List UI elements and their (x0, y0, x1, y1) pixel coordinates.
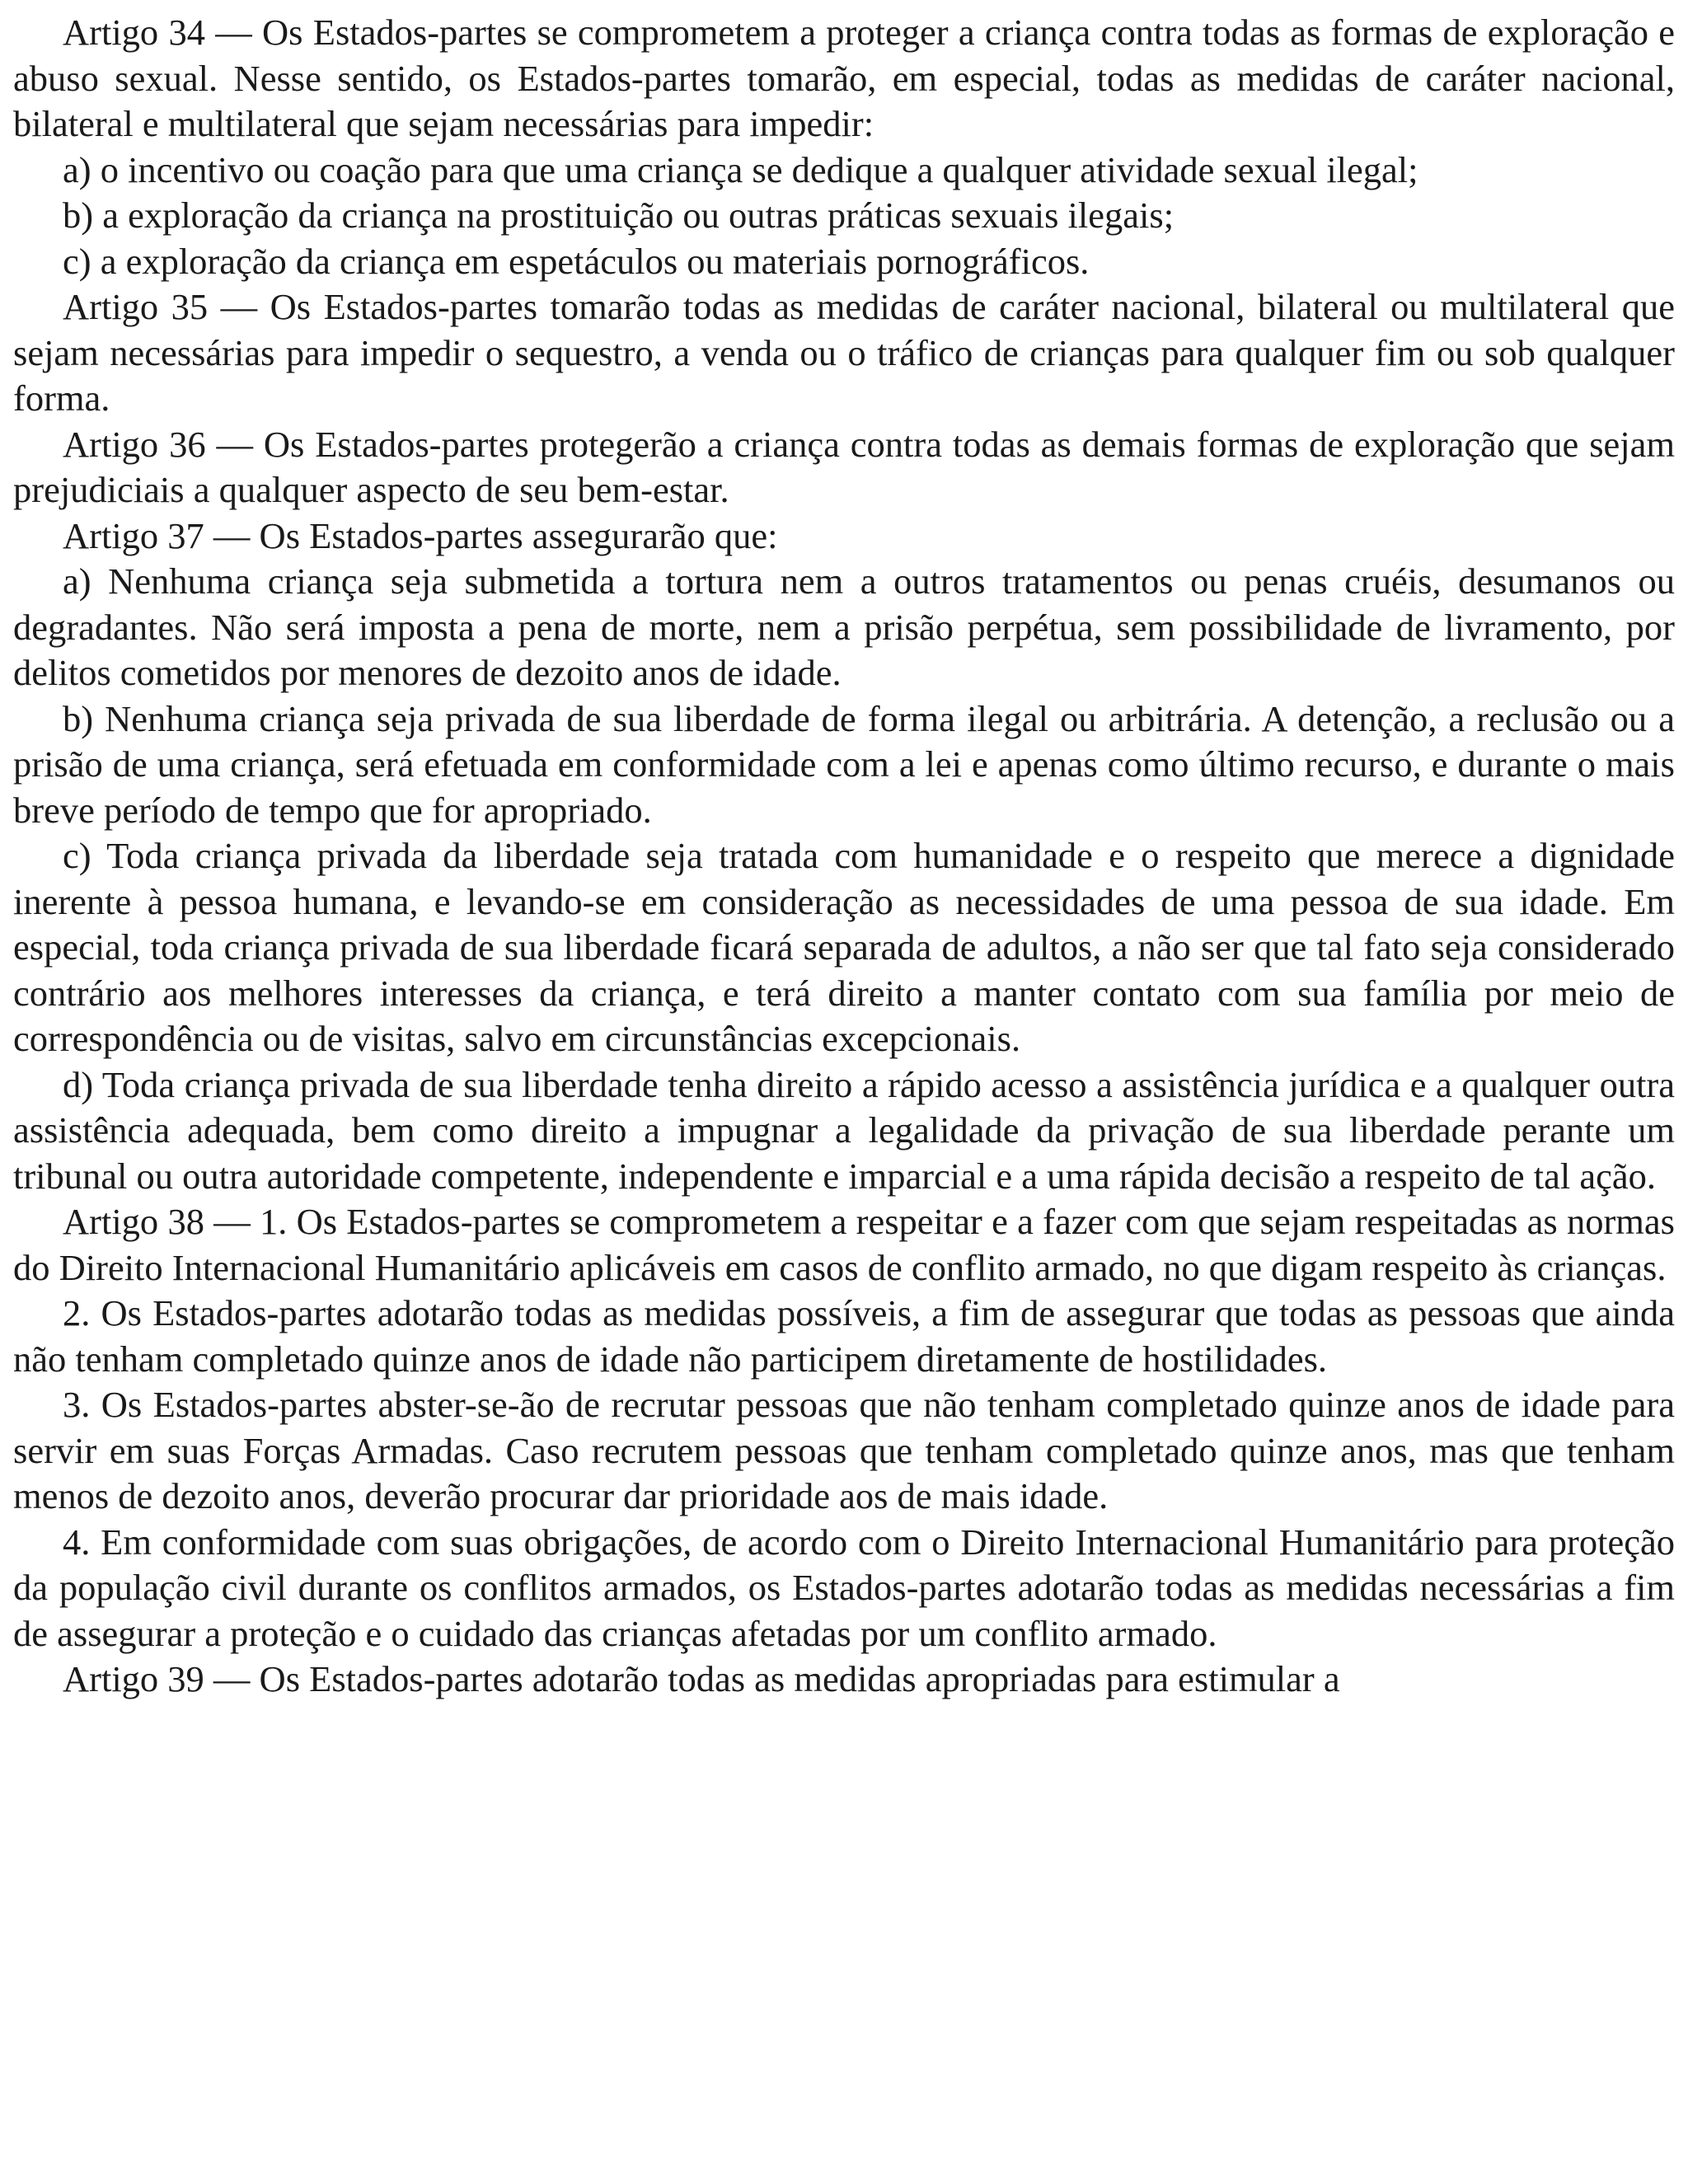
article-36-paragraph: Artigo 36 — Os Estados-partes protegerão a criança contra todas as demais formas de exploração que sejam prejudiciais a qualquer aspecto de seu bem-estar. (13, 423, 1675, 510)
article-37-item-d: d) Toda criança privada de sua liberdade tenha direito a rápido acesso a assistência jurídica e a qualquer outra assistência adequada, bem como direito a impugnar a legalidade da privação de sua liberdade perante um tribunal ou outra autoridade competente, independente e imparcial e a uma rápida decisão a respeito de tal ação. (13, 1063, 1675, 1197)
article-34-item-b: b) a exploração da criança na prostituição ou outras práticas sexuais ilegais; (63, 194, 1175, 236)
article-37-paragraph: Artigo 37 — Os Estados-partes assegurarão que: (63, 514, 778, 556)
article-39-paragraph: Artigo 39 — Os Estados-partes adotarão todas as medidas apropriadas para estimular a (63, 1658, 1340, 1699)
article-34-item-c: c) a exploração da criança em espetáculos ou materiais pornográficos. (63, 240, 1090, 282)
article-34-paragraph: Artigo 34 — Os Estados-partes se comprometem a proteger a criança contra todas as formas de exploração e abuso sexual. Nesse sentido, os Estados-partes tomarão, em especial, todas as medidas de caráter nacional, bilateral e multilateral que sejam necessárias para impedir: (13, 12, 1675, 144)
article-37-item-b: b) Nenhuma criança seja privada de sua liberdade de forma ilegal ou arbitrária. A detenção, a reclusão ou a prisão de uma criança, será efetuada em conformidade com a lei e apenas como último recurso, e durante o mais breve período de tempo que for apropriado. (13, 697, 1675, 831)
article-35-paragraph: Artigo 35 — Os Estados-partes tomarão todas as medidas de caráter nacional, bilateral ou multilateral que sejam necessárias para impedir o sequestro, a venda ou o tráfico de crianças para qualquer fim ou sob qualquer forma. (13, 286, 1675, 419)
article-38-item-3: 3. Os Estados-partes abster-se-ão de recrutar pessoas que não tenham completado quinze anos de idade para servir em suas Forças Armadas. Caso recrutem pessoas que tenham completado quinze anos, mas que tenham menos de dezoito anos, deverão procurar dar prioridade aos de mais idade. (13, 1384, 1675, 1516)
article-38-item-4: 4. Em conformidade com suas obrigações, de acordo com o Direito Internacional Humanitário para proteção da população civil durante os conflitos armados, os Estados-partes adotarão todas as medidas necessárias a fim de assegurar a proteção e o cuidado das crianças afetadas por um conflito armado. (13, 1521, 1675, 1654)
document-page (13, 10, 1675, 1703)
article-38-paragraph: Artigo 38 — 1. Os Estados-partes se comprometem a respeitar e a fazer com que sejam respeitadas as normas do Direito Internacional Humanitário aplicáveis em casos de conflito armado, no que digam respeito às crianças. (13, 1201, 1675, 1288)
article-34-item-a: a) o incentivo ou coação para que uma criança se dedique a qualquer atividade sexual ilegal; (63, 148, 1418, 190)
article-37-item-c: c) Toda criança privada da liberdade seja tratada com humanidade e o respeito que merece a dignidade inerente à pessoa humana, e levando-se em consideração as necessidades de uma pessoa de sua idade. Em especial, toda criança privada de sua liberdade ficará separada de adultos, a não ser que tal fato seja considerado contrário aos melhores interesses da criança, e terá direito a manter contato com sua família por meio de correspondência ou de visitas, salvo em circunstâncias excepcionais. (13, 835, 1675, 1059)
article-37-item-a: a) Nenhuma criança seja submetida a tortura nem a outros tratamentos ou penas cruéis, desumanos ou degradantes. Não será imposta a pena de morte, nem a prisão perpétua, sem possibilidade de livramento, por delitos cometidos por menores de dezoito anos de idade. (13, 560, 1675, 693)
article-38-item-2: 2. Os Estados-partes adotarão todas as medidas possíveis, a fim de assegurar que todas as pessoas que ainda não tenham completado quinze anos de idade não participem diretamente de hostilidades. (13, 1292, 1675, 1380)
